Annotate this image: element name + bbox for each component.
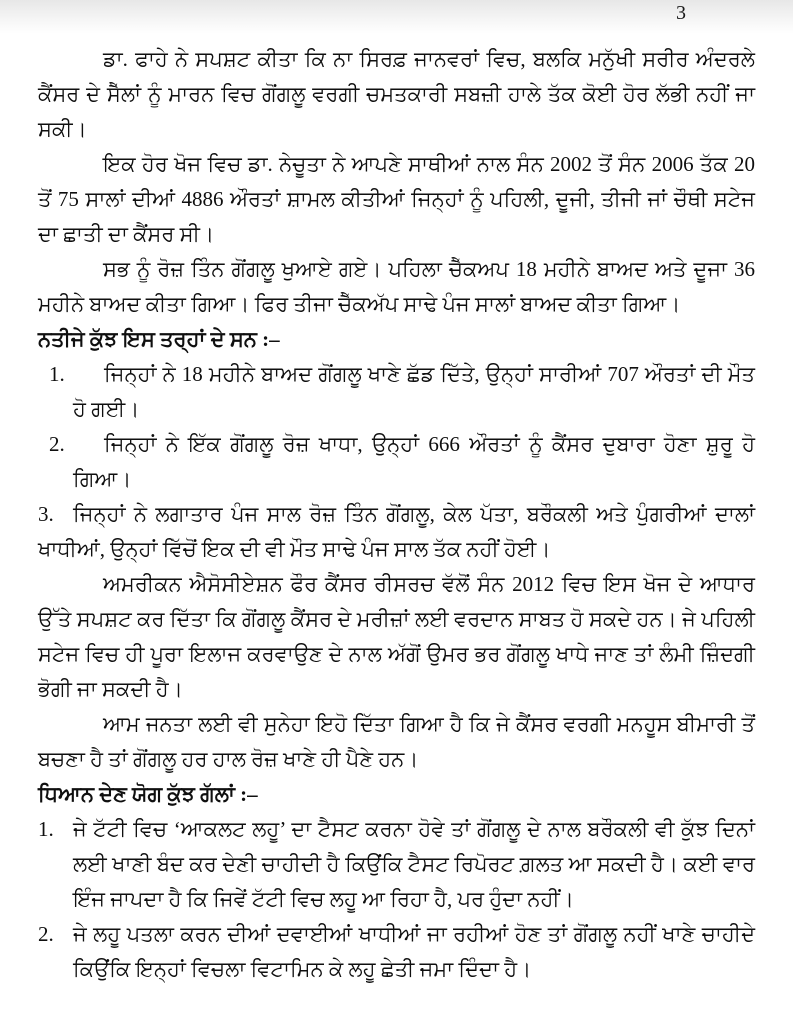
list-marker: 1.: [49, 362, 65, 386]
paragraph-dr-fahey: ਡਾ. ਫਾਹੇ ਨੇ ਸਪਸ਼ਟ ਕੀਤਾ ਕਿ ਨਾ ਸਿਰਫ਼ ਜਾਨਵਰਾਂ ਵਿਚ, ਬਲਕਿ ਮਨੁੱਖੀ ਸਰੀਰ ਅੰਦਰਲੇ ਕੈਂਸਰ ਦੇ ਸੈੱਲਾਂ ਨੂੰ ਮਾਰਨ ਵਿਚ ਗੋਂਗਲੂ ਵਰਗੀ ਚਮਤਕਾਰੀ ਸਬਜ਼ੀ ਹਾਲੇ ਤੱਕ ਕੋਈ ਹੋਰ ਲੱਭੀ ਨਹੀਂ ਜਾ ਸਕੀ।: [38, 47, 755, 141]
notes-item-1: [38, 812, 755, 917]
document-body: [38, 42, 755, 987]
paragraph-american-association: ਅਮਰੀਕਨ ਐਸੋਸੀਏਸ਼ਨ ਫੌਰ ਕੈਂਸਰ ਰੀਸਰਚ ਵੱਲੋਂ ਸੰਨ 2012 ਵਿਚ ਇਸ ਖੋਜ ਦੇ ਆਧਾਰ ਉੱਤੇ ਸਪਸ਼ਟ ਕਰ ਦਿੱਤਾ ਕਿ ਗੋਂਗਲੂ ਕੈਂਸਰ ਦੇ ਮਰੀਜ਼ਾਂ ਲਈ ਵਰਦਾਨ ਸਾਬਤ ਹੋ ਸਕਦੇ ਹਨ। ਜੇ ਪਹਿਲੀ ਸਟੇਜ ਵਿਚ ਹੀ ਪੂਰਾ ਇਲਾਜ ਕਰਵਾਉਣ ਦੇ ਨਾਲ ਅੱਗੋਂ ਉਮਰ ਭਰ ਗੋਂਗਲੂ ਖਾਧੇ ਜਾਣ ਤਾਂ ਲੰਮੀ ਜ਼ਿੰਦਗੀ ਭੋਗੀ ਜਾ ਸਕਦੀ ਹੈ।: [38, 572, 755, 701]
list-item-text: ਜੇ ਟੱਟੀ ਵਿਚ ‘ਆਕਲਟ ਲਹੂ’ ਦਾ ਟੈਸਟ ਕਰਨਾ ਹੋਵੇ ਤਾਂ ਗੋਂਗਲੂ ਦੇ ਨਾਲ ਬਰੌਕਲੀ ਵੀ ਕੁੱਝ ਦਿਨਾਂ ਲਈ ਖਾਣੀ ਬੰਦ ਕਰ ਦੇਣੀ ਚਾਹੀਦੀ ਹੈ ਕਿਉਂਕਿ ਟੈਸਟ ਰਿਪੋਰਟ ਗ਼ਲਤ ਆ ਸਕਦੀ ਹੈ। ਕਈ ਵਾਰ ਇੰਜ ਜਾਪਦਾ ਹੈ ਕਿ ਜਿਵੇਂ ਟੱਟੀ ਵਿਚ ਲਹੂ ਆ ਰਿਹਾ ਹੈ, ਪਰ ਹੁੰਦਾ ਨਹੀਂ।: [73, 817, 755, 911]
list-marker: 2.: [38, 922, 54, 946]
paragraph-checkup-schedule: ਸਭ ਨੂੰ ਰੋਜ਼ ਤਿੰਨ ਗੋਂਗਲੂ ਖੁਆਏ ਗਏ। ਪਹਿਲਾ ਚੈੱਕਅਪ 18 ਮਹੀਨੇ ਬਾਅਦ ਅਤੇ ਦੂਜਾ 36 ਮਹੀਨੇ ਬਾਅਦ ਕੀਤਾ ਗਿਆ। ਫਿਰ ਤੀਜਾ ਚੈੱਕਅੱਪ ਸਾਢੇ ਪੰਜ ਸਾਲਾਂ ਬਾਅਦ ਕੀਤਾ ਗਿਆ।: [38, 257, 755, 316]
section-heading-results: ਨਤੀਜੇ ਕੁੱਝ ਇਸ ਤਰ੍ਹਾਂ ਦੇ ਸਨ :–: [38, 327, 280, 351]
notes-item-2: [38, 917, 755, 987]
paragraph-dr-nechuta-study: ਇਕ ਹੋਰ ਖੋਜ ਵਿਚ ਡਾ. ਨੇਚੂਤਾ ਨੇ ਆਪਣੇ ਸਾਥੀਆਂ ਨਾਲ ਸੰਨ 2002 ਤੋਂ ਸੰਨ 2006 ਤੱਕ 20 ਤੋਂ 75 ਸਾਲਾਂ ਦੀਆਂ 4886 ਔਰਤਾਂ ਸ਼ਾਮਲ ਕੀਤੀਆਂ ਜਿਨ੍ਹਾਂ ਨੂੰ ਪਹਿਲੀ, ਦੂਜੀ, ਤੀਜੀ ਜਾਂ ਚੌਥੀ ਸਟੇਜ ਦਾ ਛਾਤੀ ਦਾ ਕੈਂਸਰ ਸੀ।: [38, 152, 755, 246]
results-item-1: [38, 357, 755, 427]
results-item-2: [38, 427, 755, 497]
list-item-text: ਜਿਨ੍ਹਾਂ ਨੇ ਲਗਾਤਾਰ ਪੰਜ ਸਾਲ ਰੋਜ਼ ਤਿੰਨ ਗੋਂਗਲੂ, ਕੇਲ ਪੱਤਾ, ਬਰੌਕਲੀ ਅਤੇ ਪੁੰਗਰੀਆਂ ਦਾਲਾਂ ਖਾਧੀਆਂ, ਉਨ੍ਹਾਂ ਵਿੱਚੋਂ ਇਕ ਦੀ ਵੀ ਮੌਤ ਸਾਢੇ ਪੰਜ ਸਾਲ ਤੱਕ ਨਹੀਂ ਹੋਈ।: [38, 502, 755, 561]
page-number: 3: [676, 2, 686, 24]
list-item-text: ਜਿਨ੍ਹਾਂ ਨੇ 18 ਮਹੀਨੇ ਬਾਅਦ ਗੋਂਗਲੂ ਖਾਣੇ ਛੱਡ ਦਿੱਤੇ, ਉਨ੍ਹਾਂ ਸਾਰੀਆਂ 707 ਔਰਤਾਂ ਦੀ ਮੌਤ ਹੋ ਗਈ।: [73, 362, 755, 421]
section-heading-notes: ਧਿਆਨ ਦੇਣ ਯੋਗ ਕੁੱਝ ਗੱਲਾਂ :–: [38, 782, 258, 806]
list-marker: 3.: [38, 502, 54, 526]
list-item-text: ਜਿਨ੍ਹਾਂ ਨੇ ਇੱਕ ਗੋਂਗਲੂ ਰੋਜ਼ ਖਾਧਾ, ਉਨ੍ਹਾਂ 666 ਔਰਤਾਂ ਨੂੰ ਕੈਂਸਰ ਦੁਬਾਰਾ ਹੋਣਾ ਸ਼ੁਰੂ ਹੋ ਗਿਆ।: [73, 432, 755, 491]
page-top-shade: [0, 0, 793, 34]
list-item-text: ਜੇ ਲਹੂ ਪਤਲਾ ਕਰਨ ਦੀਆਂ ਦਵਾਈਆਂ ਖਾਧੀਆਂ ਜਾ ਰਹੀਆਂ ਹੋਣ ਤਾਂ ਗੋਂਗਲੂ ਨਹੀਂ ਖਾਣੇ ਚਾਹੀਦੇ ਕਿਉਂਕਿ ਇਨ੍ਹਾਂ ਵਿਚਲਾ ਵਿਟਾਮਿਨ ਕੇ ਲਹੂ ਛੇਤੀ ਜਮਾ ਦਿੰਦਾ ਹੈ।: [73, 922, 755, 981]
list-marker: 2.: [49, 432, 65, 456]
list-marker: 1.: [38, 817, 54, 841]
paragraph-public-message: ਆਮ ਜਨਤਾ ਲਈ ਵੀ ਸੁਨੇਹਾ ਇਹੋ ਦਿੱਤਾ ਗਿਆ ਹੈ ਕਿ ਜੇ ਕੈਂਸਰ ਵਰਗੀ ਮਨਹੂਸ ਬੀਮਾਰੀ ਤੋਂ ਬਚਣਾ ਹੈ ਤਾਂ ਗੋਂਗਲੂ ਹਰ ਹਾਲ ਰੋਜ਼ ਖਾਣੇ ਹੀ ਪੈਣੇ ਹਨ।: [38, 712, 755, 771]
results-item-3: [38, 497, 755, 567]
